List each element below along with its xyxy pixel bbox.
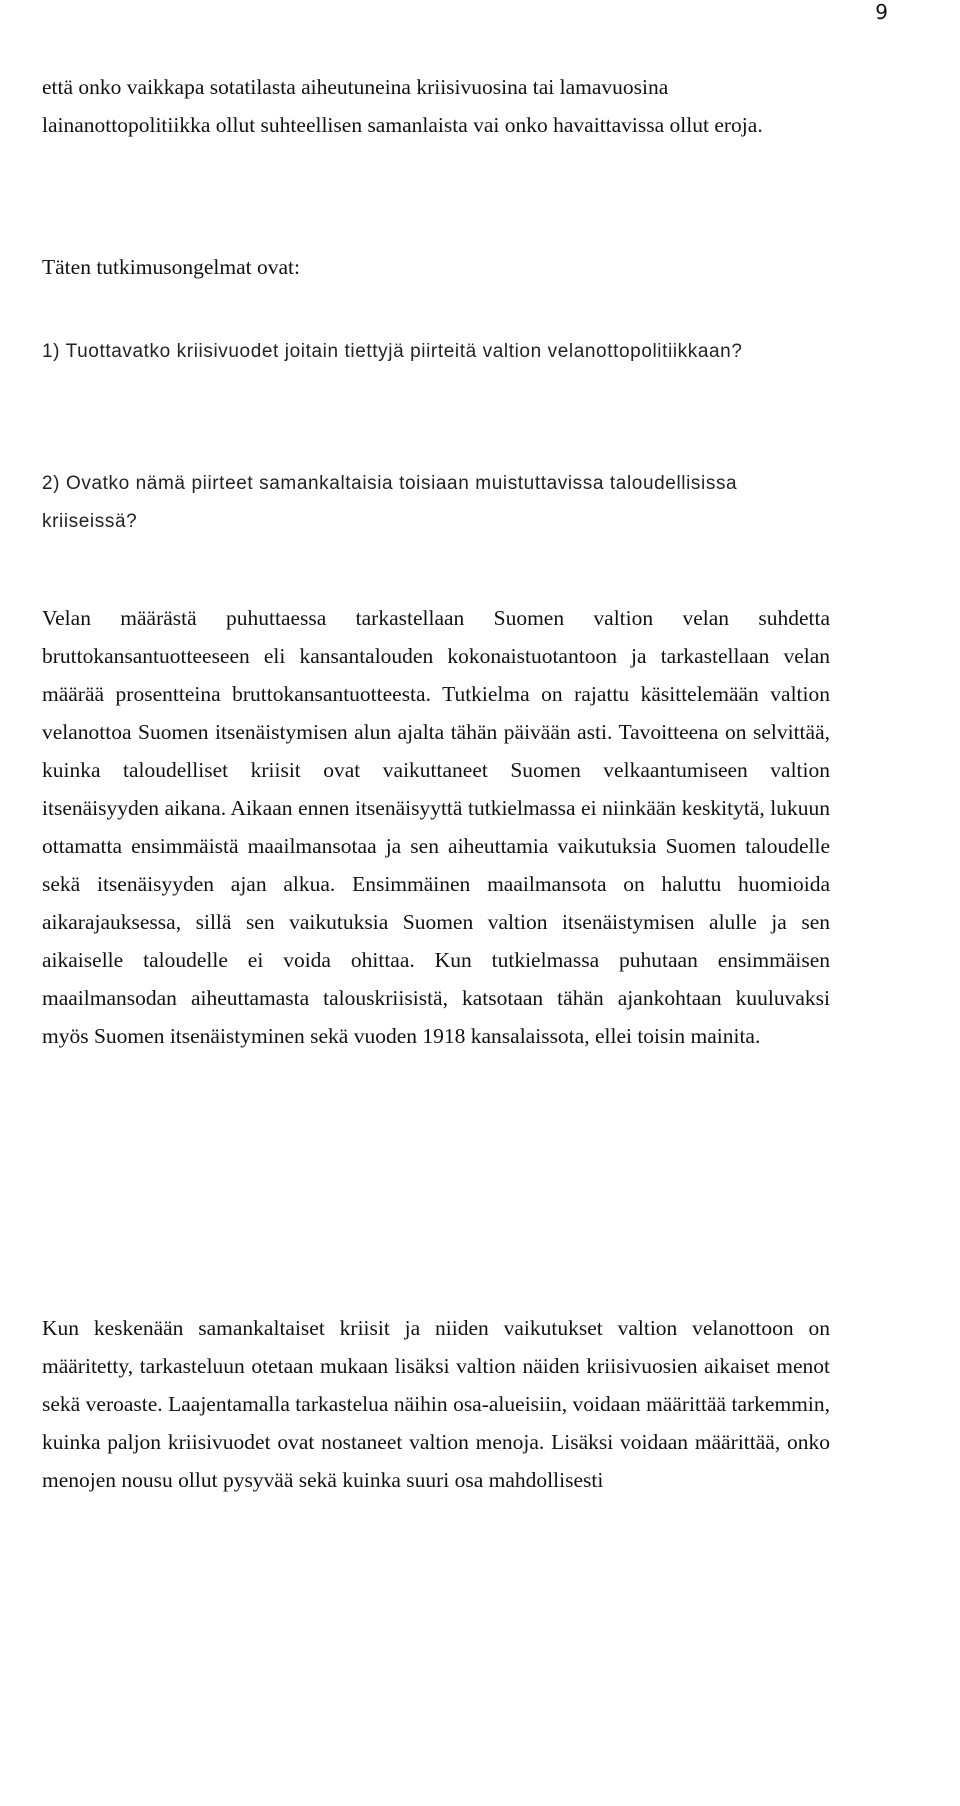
research-question-2: 2) Ovatko nämä piirteet samankaltaisia toisiaan muistuttavissa taloudellisissa kriiseissä? xyxy=(42,473,738,532)
intro-continuation-paragraph: että onko vaikkapa sotatilasta aiheutuneina kriisivuosina tai lamavuosina lainanottopolitiikka ollut suhteellisen samanlaista vai onko havaittavissa ollut eroja. xyxy=(42,75,763,137)
research-question-1: 1) Tuottavatko kriisivuodet joitain tiettyjä piirteitä valtion velanottopolitiikkaan? xyxy=(42,341,743,362)
body-paragraph-scope: Velan määrästä puhuttaessa tarkastellaan Suomen valtion velan suhdetta bruttokansantuotteeseen eli kansantalouden kokonaistuotantoon ja tarkastellaan velan määrää prosentteina bruttokansantuotteesta. Tutkielma on rajattu käsittelemään valtion velanottoa Suomen itsenäistymisen alun ajalta tähän päivään asti. Tavoitteena on selvittää, kuinka taloudelliset kriisit ovat vaikuttaneet Suomen velkaantumiseen valtion itsenäisyyden aikana. Aikaan ennen itsenäisyyttä tutkielmassa ei niinkään keskitytä, lukuun ottamatta ensimmäistä maailmansotaa ja sen aiheuttamia vaikutuksia Suomen taloudelle sekä itsenäisyyden ajan alkua. Ensimmäinen maailmansota on haluttu huomioida aikarajauksessa, sillä sen vaikutuksia Suomen valtion itsenäistymisen alulle ja sen aikaiselle taloudelle ei voida ohittaa. Kun tutkielmassa puhutaan ensimmäisen maailmansodan aiheuttamasta talouskriisistä, katsotaan tähän ajankohtaan kuuluvaksi myös Suomen itsenäistyminen sekä vuoden 1918 kansalaissota, ellei toisin mainita. xyxy=(42,606,830,1048)
body-paragraph-expenditure: Kun keskenään samankaltaiset kriisit ja niiden vaikutukset valtion velanottoon on määritetty, tarkasteluun otetaan mukaan lisäksi valtion näiden kriisivuosien aikaiset menot sekä veroaste. Laajentamalla tarkastelua näihin osa-alueisiin, voidaan määrittää tarkemmin, kuinka paljon kriisivuodet ovat nostaneet valtion menoja. Lisäksi voidaan määrittää, onko menojen nousu ollut pysyvää sekä kuinka suuri osa mahdollisesti xyxy=(42,1316,830,1492)
page-number: 9 xyxy=(875,0,888,24)
research-questions-heading: Täten tutkimusongelmat ovat: xyxy=(42,255,300,279)
